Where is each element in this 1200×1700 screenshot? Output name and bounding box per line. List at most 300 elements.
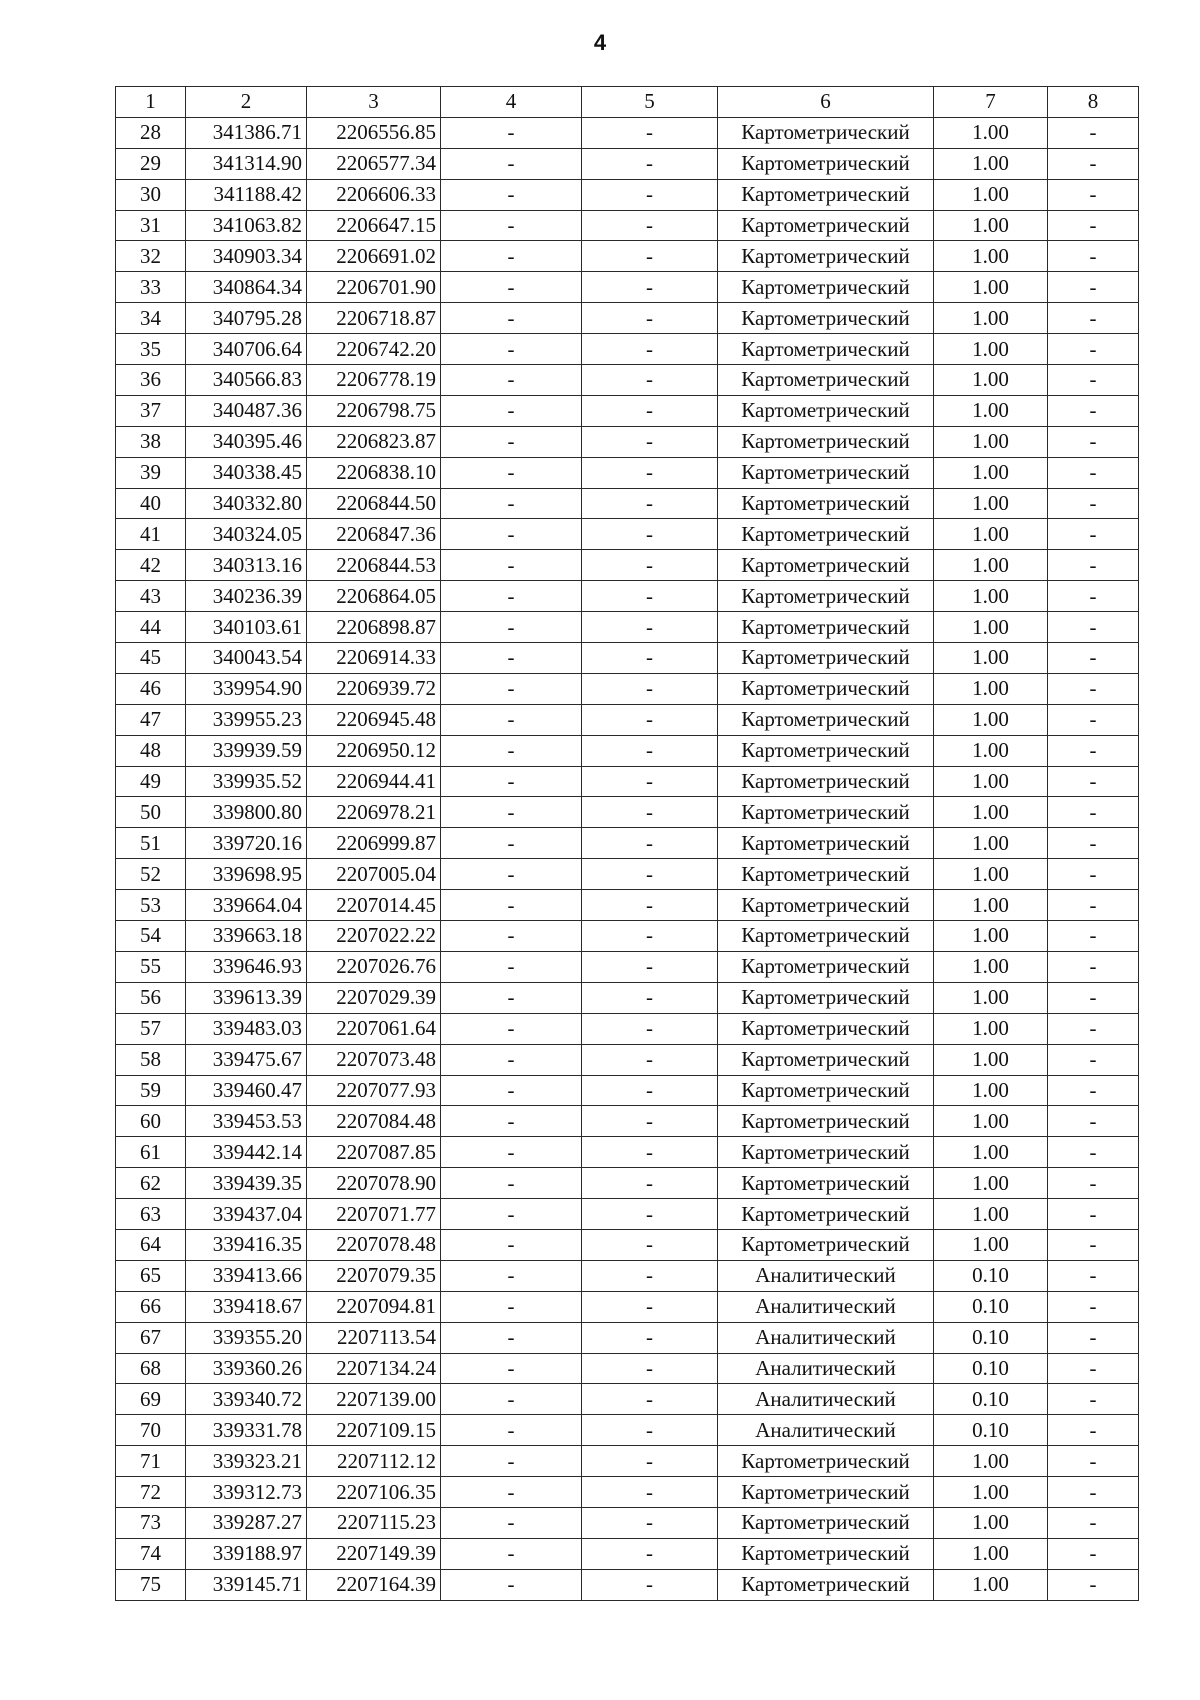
cell-accuracy: 1.00 (934, 457, 1048, 488)
cell-col4-value: - (441, 550, 582, 581)
cell-col4-value: - (441, 735, 582, 766)
page-number: 4 (593, 30, 607, 55)
cell-y-coordinate: 2207078.90 (307, 1168, 441, 1199)
cell-col5-value: - (582, 1291, 718, 1322)
cell-point-number: 43 (116, 581, 186, 612)
cell-x-coordinate: 340566.83 (186, 365, 307, 396)
table-row (116, 1507, 1139, 1538)
table-row (116, 210, 1139, 241)
cell-col8-value: - (1048, 426, 1139, 457)
table-row (116, 797, 1139, 828)
cell-accuracy: 1.00 (934, 1044, 1048, 1075)
cell-accuracy: 1.00 (934, 272, 1048, 303)
cell-point-number: 75 (116, 1569, 186, 1600)
cell-accuracy: 1.00 (934, 1477, 1048, 1508)
cell-col5-value: - (582, 1013, 718, 1044)
cell-x-coordinate: 339664.04 (186, 890, 307, 921)
cell-col5-value: - (582, 1446, 718, 1477)
cell-method: Картометрический (718, 581, 934, 612)
cell-col8-value: - (1048, 1446, 1139, 1477)
cell-col4-value: - (441, 1507, 582, 1538)
cell-col8-value: - (1048, 982, 1139, 1013)
cell-x-coordinate: 339442.14 (186, 1137, 307, 1168)
table-row (116, 148, 1139, 179)
cell-col5-value: - (582, 1168, 718, 1199)
table-row (116, 1384, 1139, 1415)
cell-x-coordinate: 339698.95 (186, 859, 307, 890)
cell-col5-value: - (582, 921, 718, 952)
cell-x-coordinate: 339418.67 (186, 1291, 307, 1322)
cell-accuracy: 1.00 (934, 766, 1048, 797)
cell-method: Картометрический (718, 1075, 934, 1106)
cell-y-coordinate: 2207115.23 (307, 1507, 441, 1538)
cell-y-coordinate: 2207087.85 (307, 1137, 441, 1168)
cell-y-coordinate: 2207061.64 (307, 1013, 441, 1044)
cell-x-coordinate: 339800.80 (186, 797, 307, 828)
cell-x-coordinate: 341063.82 (186, 210, 307, 241)
cell-accuracy: 1.00 (934, 210, 1048, 241)
cell-accuracy: 1.00 (934, 612, 1048, 643)
cell-col4-value: - (441, 1229, 582, 1260)
cell-col5-value: - (582, 766, 718, 797)
cell-accuracy: 1.00 (934, 859, 1048, 890)
cell-col5-value: - (582, 643, 718, 674)
cell-col4-value: - (441, 1199, 582, 1230)
cell-x-coordinate: 339475.67 (186, 1044, 307, 1075)
cell-col8-value: - (1048, 612, 1139, 643)
cell-method: Картометрический (718, 797, 934, 828)
cell-method: Картометрический (718, 1538, 934, 1569)
cell-y-coordinate: 2206838.10 (307, 457, 441, 488)
cell-accuracy: 1.00 (934, 148, 1048, 179)
cell-method: Картометрический (718, 1477, 934, 1508)
cell-y-coordinate: 2207005.04 (307, 859, 441, 890)
cell-point-number: 62 (116, 1168, 186, 1199)
cell-col5-value: - (582, 1229, 718, 1260)
cell-point-number: 53 (116, 890, 186, 921)
table-row (116, 1415, 1139, 1446)
cell-x-coordinate: 340103.61 (186, 612, 307, 643)
cell-point-number: 72 (116, 1477, 186, 1508)
table-row (116, 1353, 1139, 1384)
cell-y-coordinate: 2206778.19 (307, 365, 441, 396)
cell-col4-value: - (441, 982, 582, 1013)
cell-y-coordinate: 2206847.36 (307, 519, 441, 550)
cell-col8-value: - (1048, 859, 1139, 890)
cell-col4-value: - (441, 1106, 582, 1137)
cell-col5-value: - (582, 612, 718, 643)
cell-y-coordinate: 2207029.39 (307, 982, 441, 1013)
cell-y-coordinate: 2206844.53 (307, 550, 441, 581)
cell-x-coordinate: 339955.23 (186, 704, 307, 735)
cell-col5-value: - (582, 1507, 718, 1538)
cell-col4-value: - (441, 210, 582, 241)
cell-method: Картометрический (718, 1569, 934, 1600)
table-row (116, 1291, 1139, 1322)
cell-col4-value: - (441, 1322, 582, 1353)
cell-x-coordinate: 339340.72 (186, 1384, 307, 1415)
table-row (116, 117, 1139, 148)
cell-x-coordinate: 340795.28 (186, 303, 307, 334)
cell-col5-value: - (582, 1199, 718, 1230)
cell-y-coordinate: 2206823.87 (307, 426, 441, 457)
cell-col4-value: - (441, 1384, 582, 1415)
cell-point-number: 73 (116, 1507, 186, 1538)
table-row (116, 1137, 1139, 1168)
column-header-1: 1 (116, 87, 186, 118)
cell-method: Аналитический (718, 1415, 934, 1446)
cell-x-coordinate: 339312.73 (186, 1477, 307, 1508)
cell-col4-value: - (441, 797, 582, 828)
cell-y-coordinate: 2207084.48 (307, 1106, 441, 1137)
cell-col5-value: - (582, 735, 718, 766)
cell-y-coordinate: 2207149.39 (307, 1538, 441, 1569)
cell-method: Картометрический (718, 673, 934, 704)
cell-col4-value: - (441, 921, 582, 952)
cell-y-coordinate: 2207078.48 (307, 1229, 441, 1260)
cell-col8-value: - (1048, 1322, 1139, 1353)
header-row (116, 87, 1139, 118)
cell-point-number: 66 (116, 1291, 186, 1322)
table-row (116, 426, 1139, 457)
table-row (116, 303, 1139, 334)
cell-col5-value: - (582, 395, 718, 426)
cell-method: Картометрический (718, 1168, 934, 1199)
table-row (116, 395, 1139, 426)
cell-y-coordinate: 2207014.45 (307, 890, 441, 921)
cell-accuracy: 1.00 (934, 117, 1048, 148)
cell-col4-value: - (441, 148, 582, 179)
cell-col8-value: - (1048, 643, 1139, 674)
cell-point-number: 50 (116, 797, 186, 828)
cell-col8-value: - (1048, 1477, 1139, 1508)
cell-x-coordinate: 339935.52 (186, 766, 307, 797)
table-row (116, 735, 1139, 766)
cell-x-coordinate: 339413.66 (186, 1260, 307, 1291)
cell-col4-value: - (441, 1013, 582, 1044)
cell-col8-value: - (1048, 550, 1139, 581)
cell-y-coordinate: 2207073.48 (307, 1044, 441, 1075)
cell-col8-value: - (1048, 1415, 1139, 1446)
table-row (116, 828, 1139, 859)
cell-col8-value: - (1048, 704, 1139, 735)
cell-point-number: 37 (116, 395, 186, 426)
column-header-8: 8 (1048, 87, 1139, 118)
table-row (116, 581, 1139, 612)
table-row (116, 334, 1139, 365)
table-row (116, 1538, 1139, 1569)
cell-col8-value: - (1048, 395, 1139, 426)
cell-col4-value: - (441, 673, 582, 704)
cell-col8-value: - (1048, 272, 1139, 303)
cell-col4-value: - (441, 1415, 582, 1446)
cell-accuracy: 1.00 (934, 426, 1048, 457)
cell-accuracy: 0.10 (934, 1415, 1048, 1446)
cell-col4-value: - (441, 1477, 582, 1508)
cell-accuracy: 1.00 (934, 241, 1048, 272)
cell-col8-value: - (1048, 1569, 1139, 1600)
cell-col5-value: - (582, 303, 718, 334)
cell-y-coordinate: 2206844.50 (307, 488, 441, 519)
table-row (116, 704, 1139, 735)
cell-method: Аналитический (718, 1260, 934, 1291)
cell-method: Картометрический (718, 859, 934, 890)
cell-accuracy: 1.00 (934, 550, 1048, 581)
cell-method: Картометрический (718, 457, 934, 488)
cell-y-coordinate: 2206577.34 (307, 148, 441, 179)
cell-col4-value: - (441, 612, 582, 643)
cell-col8-value: - (1048, 1013, 1139, 1044)
coordinates-table (115, 86, 1139, 1601)
cell-accuracy: 1.00 (934, 1075, 1048, 1106)
cell-x-coordinate: 341386.71 (186, 117, 307, 148)
cell-x-coordinate: 339663.18 (186, 921, 307, 952)
cell-point-number: 60 (116, 1106, 186, 1137)
cell-col4-value: - (441, 890, 582, 921)
cell-col8-value: - (1048, 519, 1139, 550)
cell-point-number: 35 (116, 334, 186, 365)
cell-accuracy: 0.10 (934, 1291, 1048, 1322)
cell-method: Картометрический (718, 982, 934, 1013)
cell-col4-value: - (441, 581, 582, 612)
cell-y-coordinate: 2206798.75 (307, 395, 441, 426)
cell-col5-value: - (582, 890, 718, 921)
cell-col5-value: - (582, 797, 718, 828)
cell-accuracy: 1.00 (934, 951, 1048, 982)
cell-col8-value: - (1048, 457, 1139, 488)
cell-x-coordinate: 339355.20 (186, 1322, 307, 1353)
cell-col4-value: - (441, 334, 582, 365)
cell-col8-value: - (1048, 303, 1139, 334)
column-header-4: 4 (441, 87, 582, 118)
cell-accuracy: 1.00 (934, 303, 1048, 334)
cell-col4-value: - (441, 704, 582, 735)
cell-y-coordinate: 2206939.72 (307, 673, 441, 704)
table-row (116, 951, 1139, 982)
cell-col8-value: - (1048, 1384, 1139, 1415)
cell-col5-value: - (582, 704, 718, 735)
cell-col8-value: - (1048, 334, 1139, 365)
cell-point-number: 42 (116, 550, 186, 581)
cell-accuracy: 1.00 (934, 1446, 1048, 1477)
cell-x-coordinate: 341188.42 (186, 179, 307, 210)
cell-accuracy: 1.00 (934, 643, 1048, 674)
column-header-3: 3 (307, 87, 441, 118)
column-header-2: 2 (186, 87, 307, 118)
cell-y-coordinate: 2207079.35 (307, 1260, 441, 1291)
cell-x-coordinate: 340864.34 (186, 272, 307, 303)
cell-col5-value: - (582, 1137, 718, 1168)
cell-col5-value: - (582, 365, 718, 396)
cell-point-number: 36 (116, 365, 186, 396)
cell-col8-value: - (1048, 921, 1139, 952)
cell-y-coordinate: 2207112.12 (307, 1446, 441, 1477)
cell-x-coordinate: 340487.36 (186, 395, 307, 426)
cell-method: Картометрический (718, 1013, 934, 1044)
cell-x-coordinate: 339416.35 (186, 1229, 307, 1260)
cell-accuracy: 1.00 (934, 395, 1048, 426)
cell-method: Картометрический (718, 148, 934, 179)
cell-accuracy: 1.00 (934, 519, 1048, 550)
cell-y-coordinate: 2206742.20 (307, 334, 441, 365)
cell-col5-value: - (582, 148, 718, 179)
cell-y-coordinate: 2206556.85 (307, 117, 441, 148)
cell-col5-value: - (582, 1415, 718, 1446)
cell-accuracy: 1.00 (934, 334, 1048, 365)
cell-col8-value: - (1048, 1229, 1139, 1260)
cell-method: Картометрический (718, 117, 934, 148)
cell-point-number: 70 (116, 1415, 186, 1446)
cell-x-coordinate: 340043.54 (186, 643, 307, 674)
cell-col4-value: - (441, 179, 582, 210)
cell-col5-value: - (582, 426, 718, 457)
cell-col4-value: - (441, 859, 582, 890)
cell-point-number: 38 (116, 426, 186, 457)
cell-method: Картометрический (718, 1446, 934, 1477)
cell-col4-value: - (441, 951, 582, 982)
cell-col5-value: - (582, 1569, 718, 1600)
cell-col8-value: - (1048, 1507, 1139, 1538)
cell-point-number: 32 (116, 241, 186, 272)
cell-y-coordinate: 2207134.24 (307, 1353, 441, 1384)
cell-accuracy: 1.00 (934, 797, 1048, 828)
table-row (116, 1013, 1139, 1044)
cell-point-number: 39 (116, 457, 186, 488)
table-row (116, 1199, 1139, 1230)
cell-y-coordinate: 2207139.00 (307, 1384, 441, 1415)
cell-point-number: 68 (116, 1353, 186, 1384)
cell-y-coordinate: 2207094.81 (307, 1291, 441, 1322)
cell-point-number: 44 (116, 612, 186, 643)
cell-col8-value: - (1048, 117, 1139, 148)
cell-col8-value: - (1048, 179, 1139, 210)
cell-point-number: 59 (116, 1075, 186, 1106)
cell-col8-value: - (1048, 1106, 1139, 1137)
cell-col8-value: - (1048, 735, 1139, 766)
cell-method: Картометрический (718, 1229, 934, 1260)
cell-accuracy: 1.00 (934, 1168, 1048, 1199)
table-row (116, 612, 1139, 643)
cell-point-number: 47 (116, 704, 186, 735)
cell-y-coordinate: 2206718.87 (307, 303, 441, 334)
cell-point-number: 63 (116, 1199, 186, 1230)
cell-x-coordinate: 340395.46 (186, 426, 307, 457)
cell-col8-value: - (1048, 581, 1139, 612)
cell-point-number: 34 (116, 303, 186, 334)
cell-accuracy: 1.00 (934, 1538, 1048, 1569)
cell-col5-value: - (582, 519, 718, 550)
cell-col8-value: - (1048, 1353, 1139, 1384)
cell-method: Картометрический (718, 210, 934, 241)
cell-x-coordinate: 339145.71 (186, 1569, 307, 1600)
cell-point-number: 41 (116, 519, 186, 550)
cell-col5-value: - (582, 1353, 718, 1384)
cell-method: Картометрический (718, 1106, 934, 1137)
cell-col4-value: - (441, 1075, 582, 1106)
cell-col4-value: - (441, 272, 582, 303)
cell-col4-value: - (441, 395, 582, 426)
cell-y-coordinate: 2206606.33 (307, 179, 441, 210)
cell-x-coordinate: 339613.39 (186, 982, 307, 1013)
cell-y-coordinate: 2207026.76 (307, 951, 441, 982)
cell-y-coordinate: 2206691.02 (307, 241, 441, 272)
cell-col8-value: - (1048, 365, 1139, 396)
table-row (116, 1168, 1139, 1199)
cell-point-number: 40 (116, 488, 186, 519)
table-row (116, 1229, 1139, 1260)
cell-y-coordinate: 2207109.15 (307, 1415, 441, 1446)
cell-accuracy: 0.10 (934, 1260, 1048, 1291)
cell-col4-value: - (441, 1291, 582, 1322)
cell-point-number: 54 (116, 921, 186, 952)
cell-col4-value: - (441, 1044, 582, 1075)
cell-method: Картометрический (718, 365, 934, 396)
cell-method: Картометрический (718, 179, 934, 210)
cell-point-number: 58 (116, 1044, 186, 1075)
cell-col4-value: - (441, 426, 582, 457)
cell-x-coordinate: 340903.34 (186, 241, 307, 272)
cell-col8-value: - (1048, 1168, 1139, 1199)
cell-y-coordinate: 2206864.05 (307, 581, 441, 612)
table-row (116, 859, 1139, 890)
cell-col4-value: - (441, 643, 582, 674)
cell-col8-value: - (1048, 148, 1139, 179)
cell-accuracy: 1.00 (934, 1229, 1048, 1260)
cell-accuracy: 1.00 (934, 921, 1048, 952)
cell-col8-value: - (1048, 797, 1139, 828)
cell-method: Аналитический (718, 1322, 934, 1353)
cell-y-coordinate: 2206999.87 (307, 828, 441, 859)
cell-y-coordinate: 2207077.93 (307, 1075, 441, 1106)
cell-method: Картометрический (718, 395, 934, 426)
table-row (116, 488, 1139, 519)
cell-method: Картометрический (718, 1137, 934, 1168)
cell-col4-value: - (441, 488, 582, 519)
cell-col8-value: - (1048, 766, 1139, 797)
cell-x-coordinate: 340236.39 (186, 581, 307, 612)
cell-x-coordinate: 339483.03 (186, 1013, 307, 1044)
cell-y-coordinate: 2206647.15 (307, 210, 441, 241)
cell-col8-value: - (1048, 1291, 1139, 1322)
cell-method: Картометрический (718, 272, 934, 303)
cell-method: Аналитический (718, 1291, 934, 1322)
cell-point-number: 71 (116, 1446, 186, 1477)
cell-col8-value: - (1048, 210, 1139, 241)
cell-x-coordinate: 339720.16 (186, 828, 307, 859)
cell-method: Картометрический (718, 828, 934, 859)
cell-x-coordinate: 339323.21 (186, 1446, 307, 1477)
table-row (116, 457, 1139, 488)
cell-point-number: 55 (116, 951, 186, 982)
cell-col8-value: - (1048, 951, 1139, 982)
cell-col5-value: - (582, 1075, 718, 1106)
cell-x-coordinate: 340706.64 (186, 334, 307, 365)
cell-col8-value: - (1048, 1137, 1139, 1168)
cell-y-coordinate: 2207022.22 (307, 921, 441, 952)
cell-y-coordinate: 2207113.54 (307, 1322, 441, 1353)
cell-col5-value: - (582, 550, 718, 581)
cell-col5-value: - (582, 334, 718, 365)
cell-y-coordinate: 2206950.12 (307, 735, 441, 766)
cell-accuracy: 1.00 (934, 1199, 1048, 1230)
cell-x-coordinate: 339439.35 (186, 1168, 307, 1199)
cell-x-coordinate: 340324.05 (186, 519, 307, 550)
cell-y-coordinate: 2206978.21 (307, 797, 441, 828)
cell-point-number: 30 (116, 179, 186, 210)
cell-col4-value: - (441, 365, 582, 396)
cell-accuracy: 1.00 (934, 704, 1048, 735)
cell-col4-value: - (441, 766, 582, 797)
